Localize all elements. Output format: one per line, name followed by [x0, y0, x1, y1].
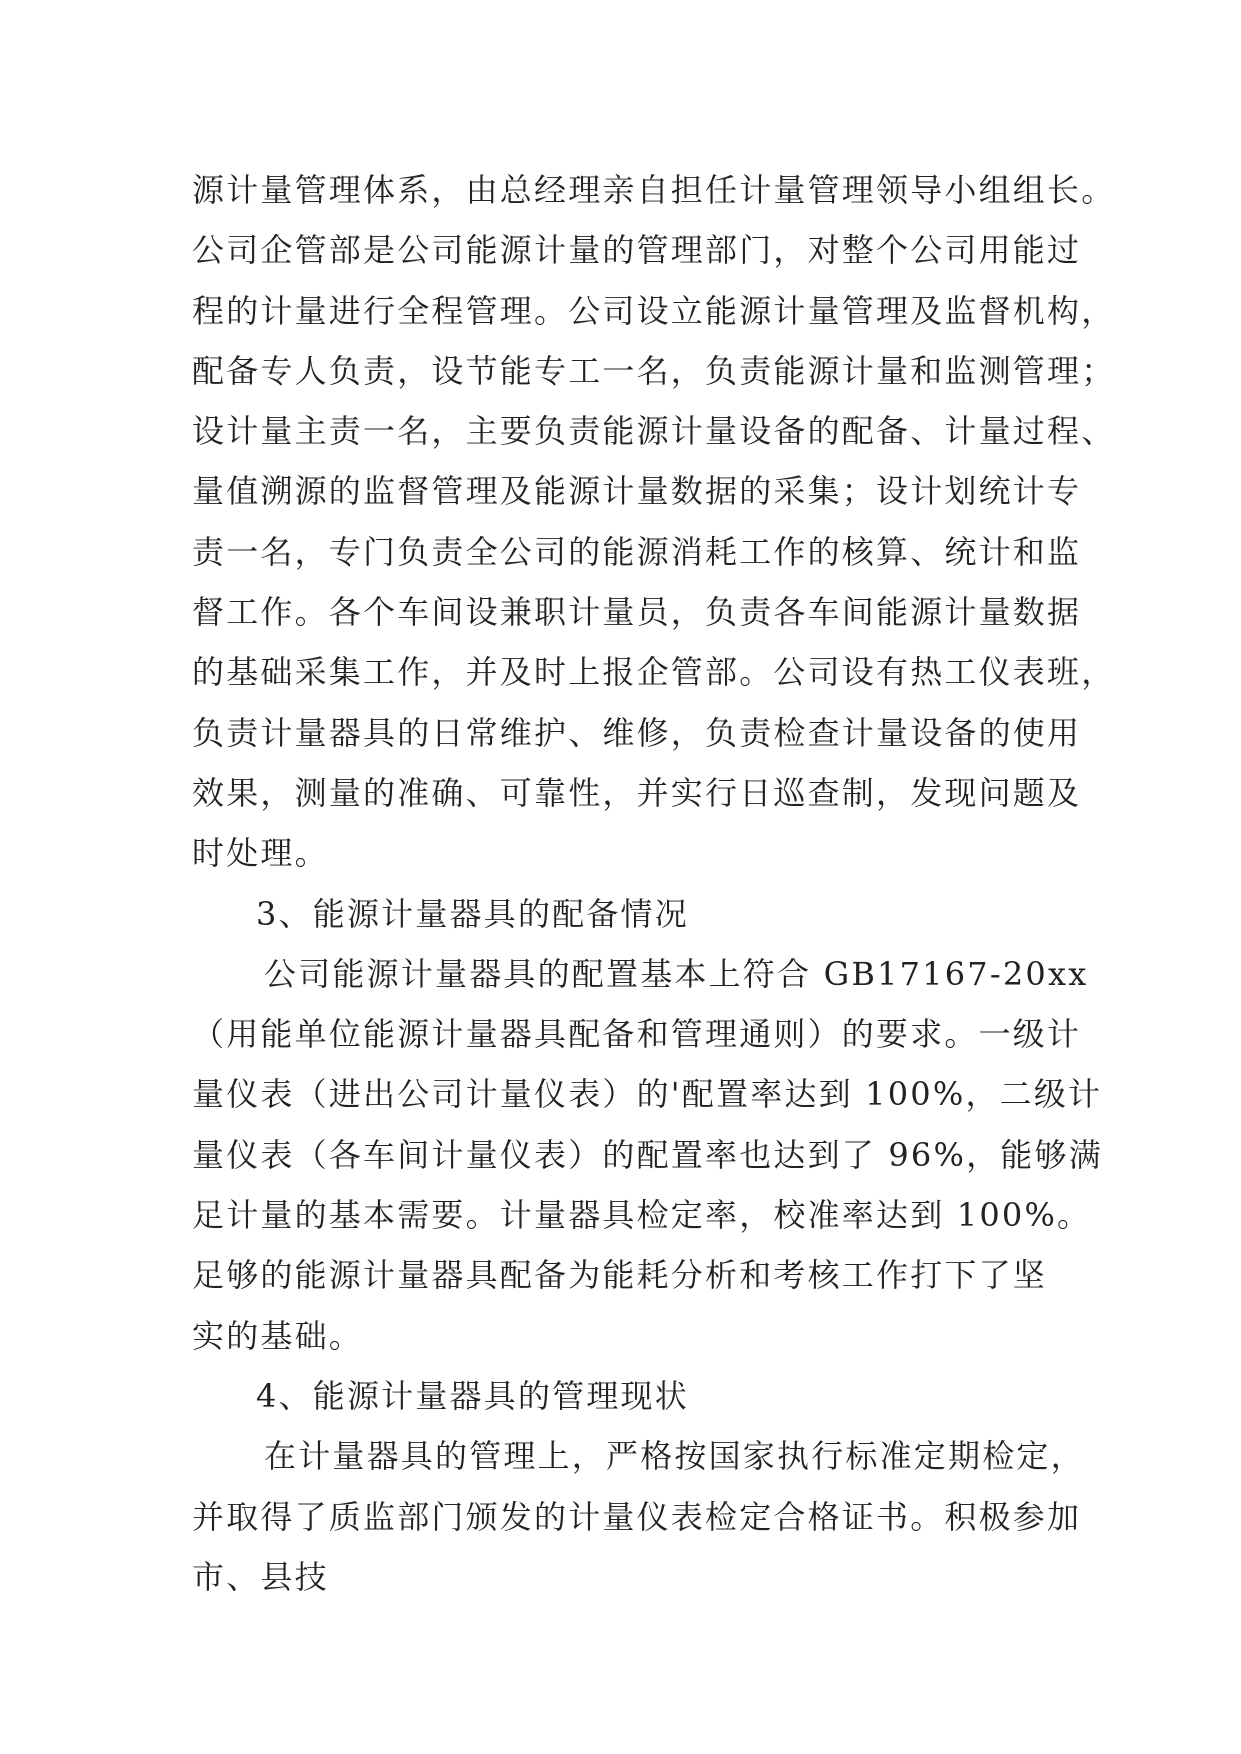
- body-line-19: 足够的能源计量器具配备为能耗分析和考核工作打下了坚: [192, 1256, 1048, 1295]
- body-line-8: 督工作。各个车间设兼职计量员，负责各车间能源计量数据: [192, 593, 1082, 632]
- body-line-18: 足计量的基本需要。计量器具检定率，校准率达到 100%。: [192, 1196, 1092, 1235]
- section-heading-3: 3、能源计量器具的配备情况: [256, 894, 689, 933]
- body-line-14: 公司能源计量器具的配置基本上符合 GB17167-20xx: [264, 954, 1089, 993]
- body-line-4: 配备专人负责，设节能专工一名，负责能源计量和监测管理；: [192, 351, 1116, 390]
- body-line-17: 量仪表（各车间计量仪表）的配置率也达到了 96%，能够满: [192, 1135, 1103, 1174]
- section-heading-4: 4、能源计量器具的管理现状: [256, 1376, 689, 1415]
- body-line-11: 效果，测量的准确、可靠性，并实行日巡查制，发现问题及: [192, 773, 1082, 812]
- body-line-24: 市、县技: [192, 1557, 329, 1596]
- body-line-20: 实的基础。: [192, 1316, 364, 1355]
- body-line-6: 量值溯源的监督管理及能源计量数据的采集；设计划统计专: [192, 472, 1082, 511]
- body-line-12: 时处理。: [192, 834, 329, 873]
- body-line-2: 公司企管部是公司能源计量的管理部门，对整个公司用能过: [192, 231, 1082, 270]
- body-line-10: 负责计量器具的日常维护、维修，负责检查计量设备的使用: [192, 713, 1082, 752]
- body-line-16: 量仪表（进出公司计量仪表）的'配置率达到 100%，二级计: [192, 1075, 1103, 1114]
- body-line-5: 设计量主责一名，主要负责能源计量设备的配备、计量过程、: [192, 412, 1116, 451]
- body-line-3: 程的计量进行全程管理。公司设立能源计量管理及监督机构，: [192, 291, 1116, 330]
- body-line-22: 在计量器具的管理上，严格按国家执行标准定期检定，: [264, 1437, 1085, 1476]
- body-line-9: 的基础采集工作，并及时上报企管部。公司设有热工仪表班，: [192, 653, 1116, 692]
- body-line-7: 责一名，专门负责全公司的能源消耗工作的核算、统计和监: [192, 532, 1082, 571]
- body-line-1: 源计量管理体系，由总经理亲自担任计量管理领导小组组长。: [192, 171, 1116, 209]
- document-body: [192, 160, 1116, 1607]
- body-line-15: （用能单位能源计量器具配备和管理通则）的要求。一级计: [192, 1015, 1082, 1054]
- body-line-23: 并取得了质监部门颁发的计量仪表检定合格证书。积极参加: [192, 1497, 1082, 1536]
